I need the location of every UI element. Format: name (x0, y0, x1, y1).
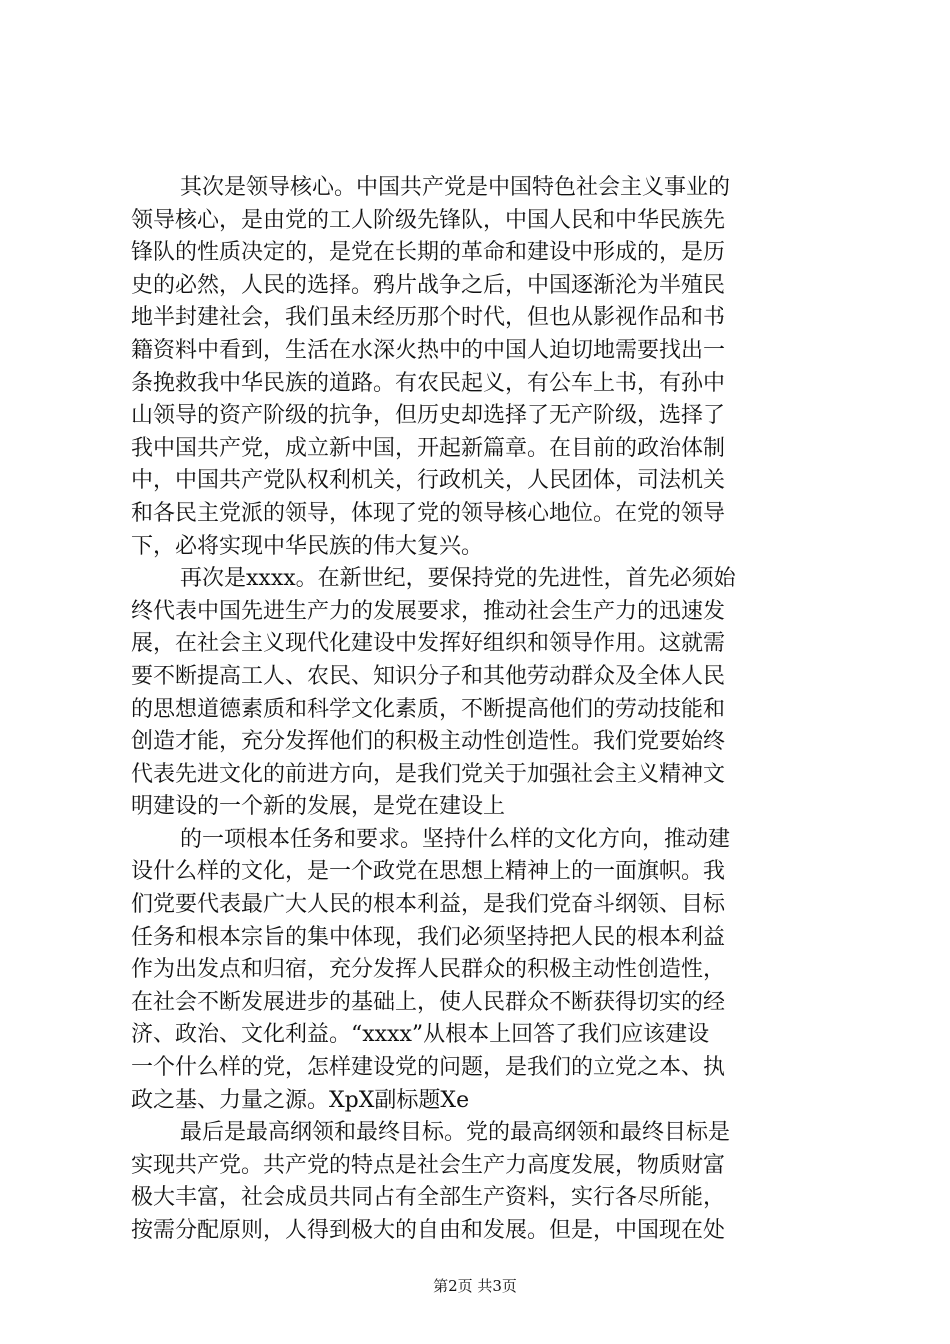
text-line: 展，在社会主义现代化建设中发挥好组织和领导作用。这就需 (131, 631, 726, 657)
text-line: 在社会不断发展进步的基础上，使人民群众不断获得切实的经 (131, 989, 726, 1015)
text-line: 创造才能，充分发挥他们的积极主动性创造性。我们党要始终 (131, 729, 726, 755)
text-line: 终代表中国先进生产力的发展要求，推动社会生产力的迅速发 (131, 598, 726, 624)
text-line: 要不断提高工人、农民、知识分子和其他劳动群众及全体人民 (131, 663, 726, 689)
paragraph-first-line: 最后是最高纲领和最终目标。党的最高纲领和最终目标是 (180, 1120, 731, 1146)
text-line: 我中国共产党，成立新中国，开起新篇章。在目前的政治体制 (131, 435, 726, 461)
text-line: 籍资料中看到，生活在水深火热中的中国人迫切地需要找出一 (131, 337, 726, 363)
text-line: 设什么样的文化，是一个政党在思想上精神上的一面旗帜。我 (131, 859, 726, 885)
text-line: 们党要代表最广大人民的根本利益，是我们党奋斗纲领、目标 (131, 892, 726, 918)
text-line: 实现共产党。共产党的特点是社会生产力高度发展，物质财富 (131, 1152, 726, 1178)
text-line: 和各民主党派的领导，体现了党的领导核心地位。在党的领导 (131, 500, 726, 526)
page-footer: 第2页 共3页 (433, 1277, 517, 1295)
paragraph-first-line: 的一项根本任务和要求。坚持什么样的文化方向，推动建 (180, 826, 731, 852)
text-line: 作为出发点和归宿，充分发挥人民群众的积极主动性创造性， (131, 957, 726, 983)
text-line: 山领导的资产阶级的抗争，但历史却选择了无产阶级，选择了 (131, 403, 726, 429)
text-line: 下，必将实现中华民族的伟大复兴。 (131, 533, 484, 559)
document-body (131, 172, 831, 1248)
text-line: 的思想道德素质和科学文化素质，不断提高他们的劳动技能和 (131, 696, 726, 722)
text-line: 中，中国共产党队权利机关，行政机关，人民团体，司法机关 (131, 468, 726, 494)
text-line: 明建设的一个新的发展，是党在建设上 (131, 794, 506, 820)
text-line: 政之基、力量之源。XpX副标题Xe (131, 1087, 470, 1113)
paragraph-first-line: 其次是领导核心。中国共产党是中国特色社会主义事业的 (180, 175, 731, 200)
text-line: 领导核心，是由党的工人阶级先锋队，中国人民和中华民族先 (131, 207, 726, 233)
text-line: 地半封建社会，我们虽未经历那个时代，但也从影视作品和书 (131, 305, 726, 331)
text-line: 济、政治、文化利益。“xxxx”从根本上回答了我们应该建设 (131, 1022, 710, 1048)
text-line: 一个什么样的党，怎样建设党的问题，是我们的立党之本、执 (131, 1055, 726, 1081)
paragraph-first-line: 再次是xxxx。在新世纪，要保持党的先进性，首先必须始 (180, 566, 736, 592)
text-line: 条挽救我中华民族的道路。有农民起义，有公车上书，有孙中 (131, 370, 726, 396)
text-line: 史的必然，人民的选择。鸦片战争之后，中国逐渐沦为半殖民 (131, 272, 726, 298)
text-line: 代表先进文化的前进方向，是我们党关于加强社会主义精神文 (131, 761, 726, 787)
text-line: 按需分配原则，人得到极大的自由和发展。但是，中国现在处 (131, 1218, 726, 1243)
text-line: 任务和根本宗旨的集中体现，我们必须坚持把人民的根本利益 (131, 924, 726, 950)
text-line: 锋队的性质决定的，是党在长期的革命和建设中形成的，是历 (131, 240, 726, 266)
text-line: 极大丰富，社会成员共同占有全部生产资料，实行各尽所能， (131, 1185, 726, 1211)
